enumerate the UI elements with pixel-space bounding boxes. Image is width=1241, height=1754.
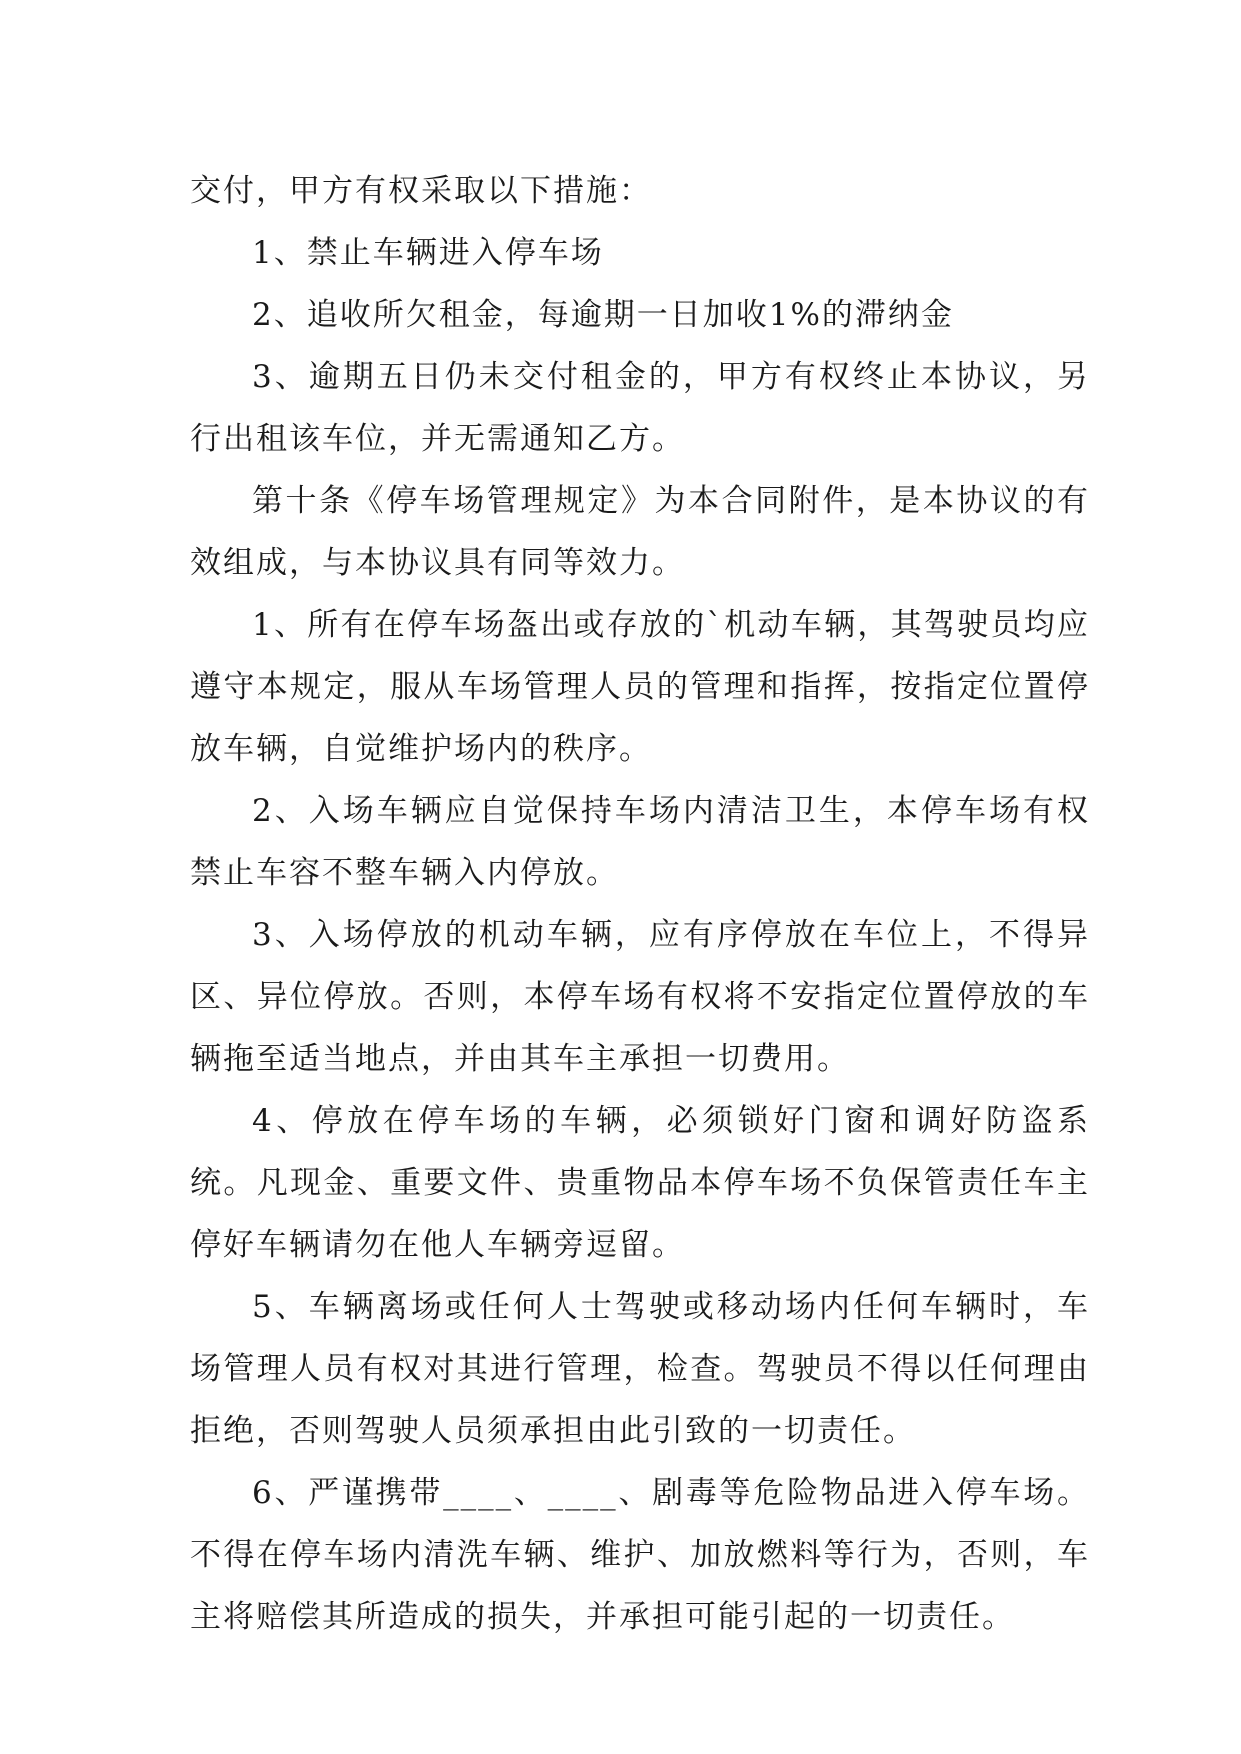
document-body [190, 160, 1090, 1648]
paragraph-8: 3、入场停放的机动车辆，应有序停放在车位上，不得异区、异位停放。否则，本停车场有权将不安指定位置停放的车辆拖至适当地点，并由其车主承担一切费用。 [190, 917, 1090, 1077]
paragraph-7: 2、入场车辆应自觉保持车场内清洁卫生，本停车场有权禁止车容不整车辆入内停放。 [190, 793, 1090, 891]
paragraph-4: 3、逾期五日仍未交付租金的，甲方有权终止本协议，另行出租该车位，并无需通知乙方。 [190, 359, 1090, 457]
paragraph-3: 2、追收所欠租金，每逾期一日加收1%的滞纳金 [252, 297, 954, 333]
paragraph-10: 5、车辆离场或任何人士驾驶或移动场内任何车辆时，车场管理人员有权对其进行管理，检查。驾驶员不得以任何理由拒绝，否则驾驶人员须承担由此引致的一切责任。 [190, 1289, 1090, 1449]
paragraph-2: 1、禁止车辆进入停车场 [252, 235, 604, 271]
paragraph-11: 6、严谨携带____、____、剧毒等危险物品进入停车场。不得在停车场内清洗车辆、维护、加放燃料等行为，否则，车主将赔偿其所造成的损失，并承担可能引起的一切责任。 [190, 1475, 1090, 1635]
paragraph-6: 1、所有在停车场盔出或存放的`机动车辆，其驾驶员均应遵守本规定，服从车场管理人员的管理和指挥，按指定位置停放车辆，自觉维护场内的秩序。 [190, 607, 1090, 767]
paragraph-9: 4、停放在停车场的车辆，必须锁好门窗和调好防盗系统。凡现金、重要文件、贵重物品本停车场不负保管责任车主停好车辆请勿在他人车辆旁逗留。 [190, 1103, 1090, 1263]
paragraph-5: 第十条《停车场管理规定》为本合同附件，是本协议的有效组成，与本协议具有同等效力。 [190, 483, 1090, 581]
paragraph-1: 交付，甲方有权采取以下措施： [190, 173, 652, 209]
